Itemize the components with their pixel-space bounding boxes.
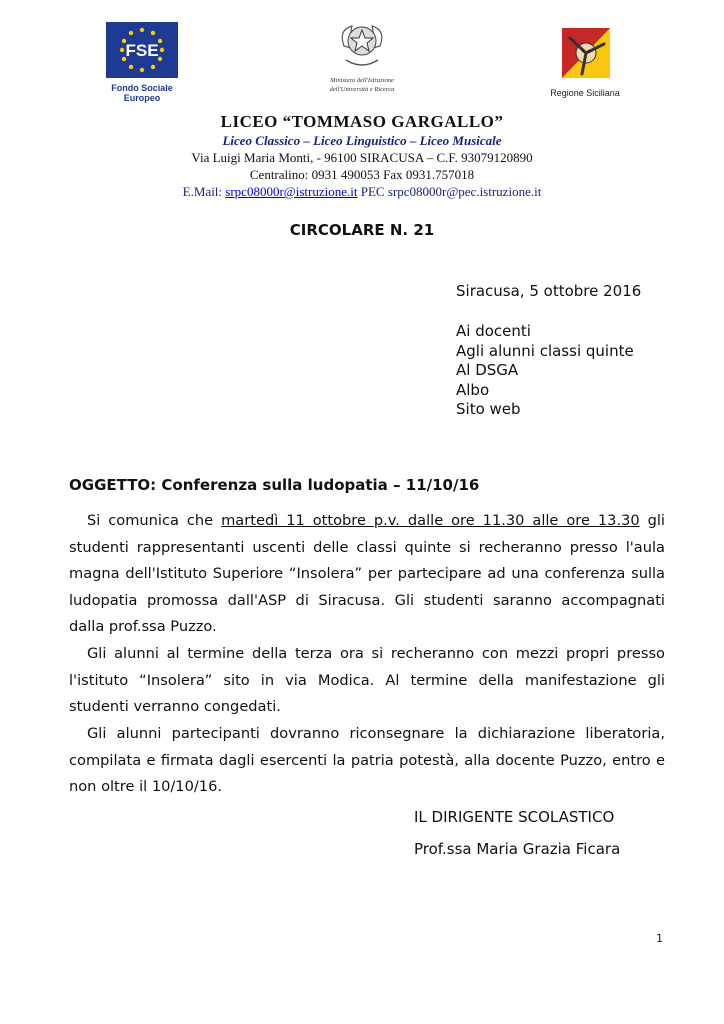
fse-caption-1: Fondo Sociale [111, 83, 173, 93]
school-address: Via Luigi Maria Monti, - 96100 SIRACUSA – C.F. 93079120890 [191, 150, 533, 165]
recipient-dsga: Al DSGA [456, 361, 519, 379]
paragraph-1-date-underlined: martedì 11 ottobre p.v. dalle ore 11.30 alle ore 13.30 [221, 512, 640, 529]
paragraph-1-intro: Si comunica che [87, 512, 222, 529]
ministry-caption-2: dell'Università e Ricerca [329, 86, 395, 93]
signature-title: IL DIRIGENTE SCOLASTICO [414, 808, 615, 826]
ministry-logo [318, 16, 406, 104]
recipient-albo: Albo [456, 381, 490, 399]
date-line: Siracusa, 5 ottobre 2016 [456, 282, 642, 300]
fse-caption-2: Europeo [123, 93, 161, 103]
signature-name: Prof.ssa Maria Grazia Ficara [414, 840, 621, 858]
recipient-alunni: Agli alunni classi quinte [456, 342, 634, 360]
eu-flag-icon [106, 22, 178, 78]
recipient-sito-web: Sito web [456, 400, 521, 418]
email-link[interactable]: srpc08000r@istruzione.it [225, 184, 358, 199]
paragraph-3: Gli alunni partecipanti dovranno riconsegnare la dichiarazione liberatoria, compilata e firmata dagli esercenti la patria potestà, alla docente Puzzo, entro e non oltre il 10/10/16. [69, 725, 665, 795]
pec-address: PEC srpc08000r@pec.istruzione.it [357, 184, 542, 199]
ministry-caption-1: Ministero dell'Istruzione [330, 77, 394, 84]
paragraph-1-body: gli studenti rappresentanti uscenti delle classi quinte si recheranno presso l'aula magna dell'Istituto Superiore “Insolera” per partecipare ad una conferenza sulla ludopatia promossa dall'ASP di Siracusa. Gli studenti saranno accompagnati dalla prof.ssa Puzzo. [69, 512, 665, 635]
fse-logo-text: FSE [125, 41, 159, 60]
circular-number: CIRCOLARE N. 21 [289, 221, 435, 239]
paragraph-1 [69, 508, 665, 641]
email-label: E.Mail: [182, 184, 226, 199]
paragraph-2: Gli alunni al termine della terza ora si recheranno con mezzi propri presso l'istituto “Insolera” sito in via Modica. Al termine della manifestazione gli studenti verranno congedati. [69, 645, 665, 715]
subject-line: OGGETTO: Conferenza sulla ludopatia – 11/10/16 [69, 476, 480, 494]
school-email-line [0, 184, 724, 200]
trinacria-icon [540, 22, 630, 84]
regione-caption: Regione Siciliana [550, 88, 620, 98]
republic-emblem-icon [318, 16, 406, 72]
school-name: LICEO “TOMMASO GARGALLO” [220, 112, 504, 131]
page-number: 1 [656, 932, 663, 945]
fse-logo [106, 22, 178, 104]
regione-siciliana-logo [540, 22, 630, 102]
school-subtitle: Liceo Classico – Liceo Linguistico – Liceo Musicale [222, 133, 502, 148]
school-phone: Centralino: 0931 490053 Fax 0931.757018 [249, 167, 475, 182]
recipient-docenti: Ai docenti [456, 322, 531, 340]
